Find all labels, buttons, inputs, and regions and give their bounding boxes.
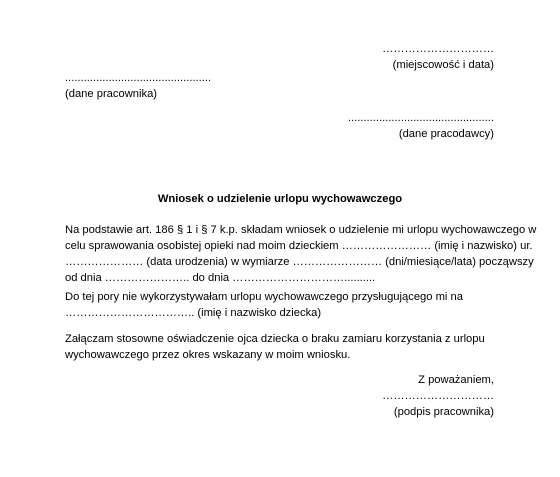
paragraph-line: Do tej pory nie wykorzystywałam urlopu wychowawczego przysługującego mi na [65, 291, 463, 303]
paragraph-line: wychowawczego przez okres wskazany w moim wniosku. [65, 349, 351, 361]
place-date-label: (miejscowość i data) [392, 59, 494, 71]
employee-label: (dane pracownika) [65, 88, 158, 100]
paragraph-line: …………………………….. (imię i nazwisko dziecka) [65, 307, 322, 319]
paragraph-line: ………………… (data urodzenia) w wymiarze …………………… (dni/miesiące/lata) począwszy [65, 256, 534, 268]
closing-greeting: Z poważaniem, [418, 374, 494, 386]
paragraph-line: Załączam stosowne oświadczenie ojca dziecka o braku zamiaru korzystania z urlopu [65, 333, 485, 345]
place-date-dots: ………………………… [382, 43, 494, 55]
employee-block [65, 70, 211, 102]
request-paragraph [65, 222, 537, 286]
signature-dots: ………………………… [382, 390, 494, 402]
signature-block [382, 372, 494, 420]
employer-dots: ............................................... [347, 112, 494, 124]
paragraph-line: od dnia ………………….. do dnia ………………………….......... [65, 272, 376, 284]
employer-label: (dane pracodawcy) [398, 128, 494, 140]
employer-block [348, 110, 494, 142]
signature-label: (podpis pracownika) [393, 406, 494, 418]
attachment-paragraph [65, 331, 505, 363]
document-title: Wniosek o udzielenie urlopu wychowawczego [157, 193, 403, 205]
place-date-block [382, 41, 494, 73]
paragraph-line: Na podstawie art. 186 § 1 i § 7 k.p. składam wniosek o udzielenie mi urlopu wychowawczego w [65, 224, 537, 236]
previous-leave-paragraph [65, 289, 505, 321]
paragraph-line: celu sprawowania osobistej opieki nad moim dzieckiem …………………… (imię i nazwisko) ur. [65, 240, 533, 252]
employee-dots: ............................................... [65, 72, 212, 84]
